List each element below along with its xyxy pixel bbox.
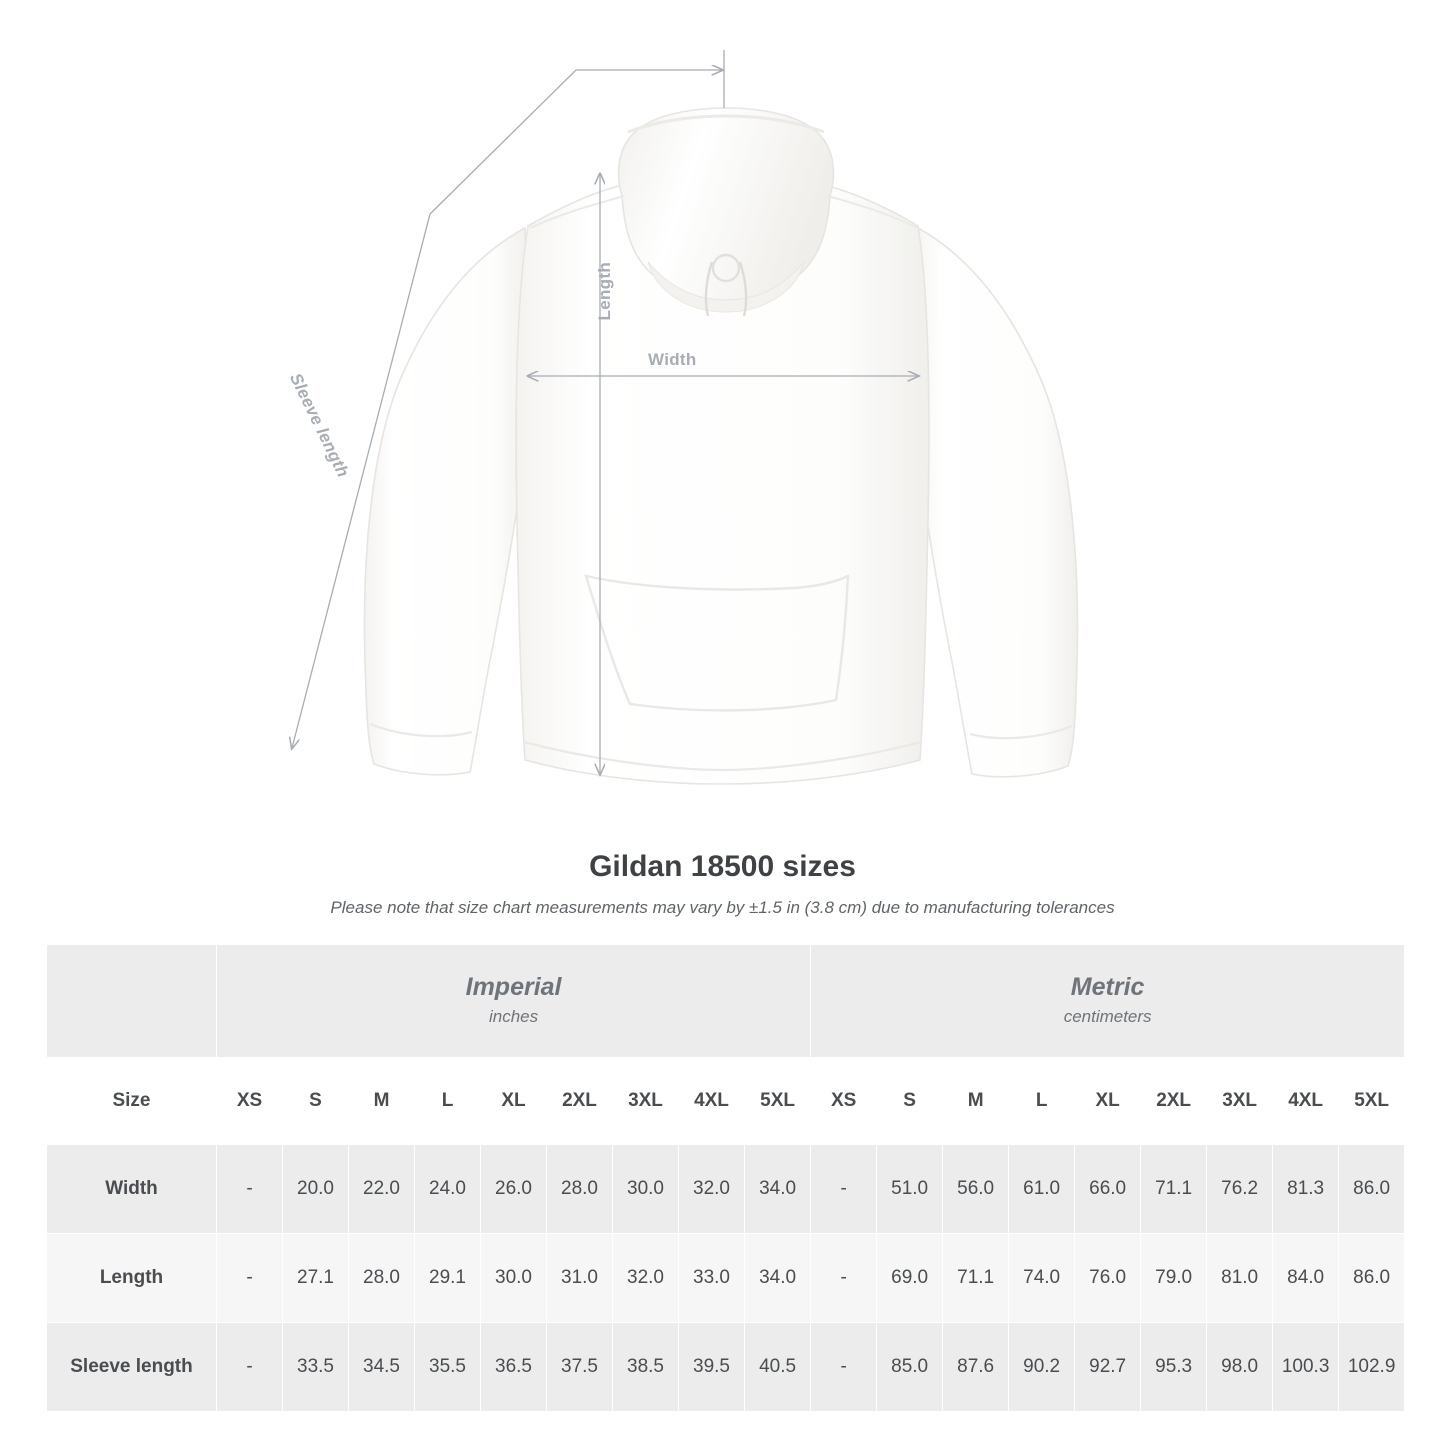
header-size-metric-m: M [943,1058,1009,1145]
cell-length-imperial-2xl: 31.0 [547,1234,613,1323]
title-block [0,850,1445,918]
size-header-row [47,1058,1405,1145]
cell-length-imperial-5xl: 34.0 [745,1234,811,1323]
header-size-label: Size [47,1058,217,1145]
cell-sleeve-imperial-s: 33.5 [283,1323,349,1412]
header-size-imperial-5xl: 5XL [745,1058,811,1145]
size-table-wrapper [0,944,1445,1412]
tolerance-note: Please note that size chart measurements may vary by ±1.5 in (3.8 cm) due to manufacturing tolerances [330,898,1115,917]
cell-length-metric-xs: - [811,1234,877,1323]
cell-width-imperial-m: 22.0 [349,1145,415,1234]
cell-length-metric-4xl: 84.0 [1273,1234,1339,1323]
row-label-width: Width [47,1145,217,1234]
cell-sleeve-imperial-3xl: 38.5 [613,1323,679,1412]
unit-sub-metric: centimeters [1063,1007,1152,1027]
cell-length-imperial-xs: - [217,1234,283,1323]
cell-sleeve-metric-2xl: 95.3 [1141,1323,1207,1412]
cell-width-metric-3xl: 76.2 [1207,1145,1273,1234]
dimension-label-width: Width [648,350,697,369]
dimension-label-sleeve-length: Sleeve length [285,370,353,481]
cell-width-metric-l: 61.0 [1009,1145,1075,1234]
cell-sleeve-imperial-2xl: 37.5 [547,1323,613,1412]
cell-width-metric-2xl: 71.1 [1141,1145,1207,1234]
cell-sleeve-imperial-4xl: 39.5 [679,1323,745,1412]
unit-name-imperial: Imperial [465,972,562,1001]
cell-length-metric-l: 74.0 [1009,1234,1075,1323]
page-title: Gildan 18500 sizes [589,850,856,883]
header-size-imperial-s: S [283,1058,349,1145]
cell-width-metric-xl: 66.0 [1075,1145,1141,1234]
cell-width-imperial-l: 24.0 [415,1145,481,1234]
cell-sleeve-metric-3xl: 98.0 [1207,1323,1273,1412]
header-size-imperial-m: M [349,1058,415,1145]
row-label-sleeve-length: Sleeve length [47,1323,217,1412]
unit-header-spacer [47,945,217,1058]
unit-header-row [47,945,1405,1058]
header-size-imperial-4xl: 4XL [679,1058,745,1145]
unit-header-imperial [217,945,811,1058]
cell-width-metric-xs: - [811,1145,877,1234]
cell-sleeve-imperial-xl: 36.5 [481,1323,547,1412]
cell-width-imperial-s: 20.0 [283,1145,349,1234]
cell-sleeve-metric-5xl: 102.9 [1339,1323,1405,1412]
unit-header-metric [811,945,1405,1058]
cell-width-metric-4xl: 81.3 [1273,1145,1339,1234]
unit-name-metric: Metric [1070,972,1145,1001]
cell-width-imperial-4xl: 32.0 [679,1145,745,1234]
cell-length-imperial-l: 29.1 [415,1234,481,1323]
header-size-metric-xl: XL [1075,1058,1141,1145]
size-table [46,944,1405,1412]
header-size-imperial-xs: XS [217,1058,283,1145]
cell-sleeve-metric-l: 90.2 [1009,1323,1075,1412]
cell-length-imperial-m: 28.0 [349,1234,415,1323]
table-row [47,1145,1405,1234]
header-size-metric-l: L [1009,1058,1075,1145]
unit-sub-imperial: inches [488,1007,539,1027]
row-label-length: Length [47,1234,217,1323]
cell-sleeve-imperial-xs: - [217,1323,283,1412]
cell-length-metric-2xl: 79.0 [1141,1234,1207,1323]
hoodie-shape [364,108,1077,784]
cell-width-imperial-xs: - [217,1145,283,1234]
cell-sleeve-imperial-l: 35.5 [415,1323,481,1412]
header-size-metric-5xl: 5XL [1339,1058,1405,1145]
cell-width-metric-5xl: 86.0 [1339,1145,1405,1234]
cell-width-metric-m: 56.0 [943,1145,1009,1234]
cell-sleeve-imperial-m: 34.5 [349,1323,415,1412]
cell-sleeve-imperial-5xl: 40.5 [745,1323,811,1412]
table-row [47,1234,1405,1323]
header-size-metric-4xl: 4XL [1273,1058,1339,1145]
header-size-imperial-2xl: 2XL [547,1058,613,1145]
header-size-metric-s: S [877,1058,943,1145]
cell-sleeve-metric-xl: 92.7 [1075,1323,1141,1412]
cell-width-imperial-5xl: 34.0 [745,1145,811,1234]
cell-length-imperial-xl: 30.0 [481,1234,547,1323]
header-size-metric-xs: XS [811,1058,877,1145]
cell-length-metric-xl: 76.0 [1075,1234,1141,1323]
cell-length-metric-3xl: 81.0 [1207,1234,1273,1323]
cell-length-imperial-s: 27.1 [283,1234,349,1323]
cell-sleeve-metric-s: 85.0 [877,1323,943,1412]
cell-length-metric-s: 69.0 [877,1234,943,1323]
header-size-imperial-3xl: 3XL [613,1058,679,1145]
cell-sleeve-metric-4xl: 100.3 [1273,1323,1339,1412]
cell-sleeve-metric-xs: - [811,1323,877,1412]
cell-length-metric-m: 71.1 [943,1234,1009,1323]
cell-width-metric-s: 51.0 [877,1145,943,1234]
cell-length-imperial-4xl: 33.0 [679,1234,745,1323]
cell-width-imperial-2xl: 28.0 [547,1145,613,1234]
dimension-label-length: Length [595,262,614,321]
cell-width-imperial-3xl: 30.0 [613,1145,679,1234]
header-size-metric-2xl: 2XL [1141,1058,1207,1145]
table-row [47,1323,1405,1412]
cell-length-metric-5xl: 86.0 [1339,1234,1405,1323]
header-size-metric-3xl: 3XL [1207,1058,1273,1145]
header-size-imperial-l: L [415,1058,481,1145]
cell-sleeve-metric-m: 87.6 [943,1323,1009,1412]
header-size-imperial-xl: XL [481,1058,547,1145]
cell-length-imperial-3xl: 32.0 [613,1234,679,1323]
cell-width-imperial-xl: 26.0 [481,1145,547,1234]
